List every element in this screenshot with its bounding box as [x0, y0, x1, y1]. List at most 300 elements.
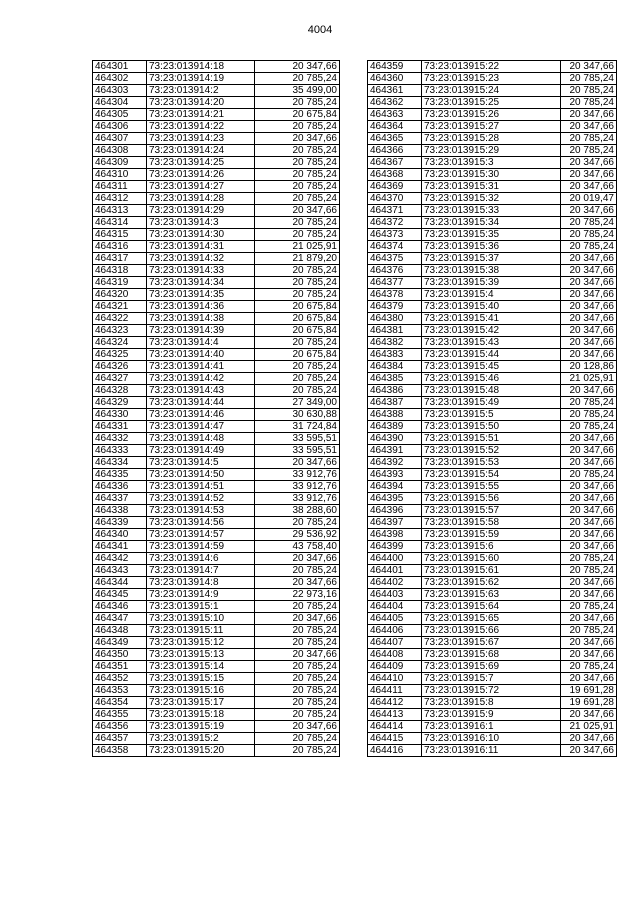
value-cell: 20 785,24: [255, 685, 340, 697]
table-row: [368, 733, 617, 745]
row-number-cell: 464339: [93, 517, 147, 529]
row-number-cell: 464390: [368, 433, 422, 445]
row-number-cell: 464395: [368, 493, 422, 505]
value-cell: 20 347,66: [561, 253, 617, 265]
table-row: [368, 121, 617, 133]
value-cell: 20 347,66: [561, 541, 617, 553]
value-cell: 20 675,84: [255, 325, 340, 337]
table-row: [368, 589, 617, 601]
cadastral-number-cell: 73:23:013914:9: [147, 589, 255, 601]
table-row: [368, 649, 617, 661]
table-row: [93, 565, 340, 577]
table-row: [93, 553, 340, 565]
row-number-cell: 464316: [93, 241, 147, 253]
table-row: [93, 505, 340, 517]
table-row: [368, 157, 617, 169]
table-row: [93, 205, 340, 217]
table-row: [368, 481, 617, 493]
cadastral-number-cell: 73:23:013914:4: [147, 337, 255, 349]
value-cell: 22 973,16: [255, 589, 340, 601]
row-number-cell: 464372: [368, 217, 422, 229]
cadastral-number-cell: 73:23:013914:8: [147, 577, 255, 589]
table-row: [368, 661, 617, 673]
table-row: [93, 253, 340, 265]
row-number-cell: 464317: [93, 253, 147, 265]
row-number-cell: 464326: [93, 361, 147, 373]
table-row: [93, 85, 340, 97]
row-number-cell: 464382: [368, 337, 422, 349]
table-row: [93, 97, 340, 109]
value-cell: 20 785,24: [255, 637, 340, 649]
row-number-cell: 464362: [368, 97, 422, 109]
cadastral-number-cell: 73:23:013915:10: [147, 613, 255, 625]
table-row: [93, 169, 340, 181]
row-number-cell: 464374: [368, 241, 422, 253]
cadastral-number-cell: 73:23:013915:13: [147, 649, 255, 661]
value-cell: 20 347,66: [561, 673, 617, 685]
value-cell: 20 785,24: [255, 193, 340, 205]
row-number-cell: 464327: [93, 373, 147, 385]
cadastral-number-cell: 73:23:013914:43: [147, 385, 255, 397]
value-cell: 20 347,66: [255, 649, 340, 661]
row-number-cell: 464361: [368, 85, 422, 97]
table-row: [93, 349, 340, 361]
value-cell: 20 785,24: [255, 745, 340, 757]
cadastral-number-cell: 73:23:013915:27: [422, 121, 561, 133]
parcel-table-right: [367, 60, 617, 757]
row-number-cell: 464380: [368, 313, 422, 325]
row-number-cell: 464341: [93, 541, 147, 553]
row-number-cell: 464332: [93, 433, 147, 445]
table-row: [368, 169, 617, 181]
cadastral-number-cell: 73:23:013914:57: [147, 529, 255, 541]
cadastral-number-cell: 73:23:013915:26: [422, 109, 561, 121]
table-row: [93, 361, 340, 373]
cadastral-number-cell: 73:23:013914:42: [147, 373, 255, 385]
value-cell: 21 025,91: [561, 721, 617, 733]
value-cell: 20 347,66: [561, 457, 617, 469]
cadastral-number-cell: 73:23:013914:24: [147, 145, 255, 157]
row-number-cell: 464365: [368, 133, 422, 145]
table-row: [368, 601, 617, 613]
row-number-cell: 464400: [368, 553, 422, 565]
value-cell: 20 347,66: [561, 157, 617, 169]
value-cell: 20 785,24: [255, 625, 340, 637]
value-cell: 20 785,24: [255, 733, 340, 745]
table-row: [93, 109, 340, 121]
value-cell: 20 675,84: [255, 349, 340, 361]
cadastral-number-cell: 73:23:013914:48: [147, 433, 255, 445]
row-number-cell: 464368: [368, 169, 422, 181]
row-number-cell: 464379: [368, 301, 422, 313]
cadastral-number-cell: 73:23:013915:9: [422, 709, 561, 721]
cadastral-number-cell: 73:23:013915:36: [422, 241, 561, 253]
value-cell: 20 785,24: [561, 97, 617, 109]
cadastral-number-cell: 73:23:013915:50: [422, 421, 561, 433]
cadastral-number-cell: 73:23:013915:48: [422, 385, 561, 397]
value-cell: 20 785,24: [255, 337, 340, 349]
cadastral-number-cell: 73:23:013915:63: [422, 589, 561, 601]
table-row: [368, 517, 617, 529]
value-cell: 20 785,24: [255, 73, 340, 85]
cadastral-number-cell: 73:23:013915:65: [422, 613, 561, 625]
value-cell: 27 349,00: [255, 397, 340, 409]
row-number-cell: 464364: [368, 121, 422, 133]
cadastral-number-cell: 73:23:013914:47: [147, 421, 255, 433]
value-cell: 20 347,66: [561, 613, 617, 625]
row-number-cell: 464381: [368, 325, 422, 337]
value-cell: 20 785,24: [561, 217, 617, 229]
cadastral-number-cell: 73:23:013914:35: [147, 289, 255, 301]
row-number-cell: 464377: [368, 277, 422, 289]
row-number-cell: 464358: [93, 745, 147, 757]
table-row: [93, 433, 340, 445]
value-cell: 20 347,66: [561, 577, 617, 589]
cadastral-number-cell: 73:23:013916:11: [422, 745, 561, 757]
row-number-cell: 464313: [93, 205, 147, 217]
row-number-cell: 464337: [93, 493, 147, 505]
table-row: [368, 457, 617, 469]
table-row: [368, 745, 617, 757]
cadastral-number-cell: 73:23:013915:57: [422, 505, 561, 517]
cadastral-number-cell: 73:23:013915:39: [422, 277, 561, 289]
cadastral-number-cell: 73:23:013914:7: [147, 565, 255, 577]
cadastral-number-cell: 73:23:013915:52: [422, 445, 561, 457]
cadastral-number-cell: 73:23:013915:40: [422, 301, 561, 313]
value-cell: 20 785,24: [255, 145, 340, 157]
value-cell: 20 347,66: [561, 517, 617, 529]
cadastral-number-cell: 73:23:013915:4: [422, 289, 561, 301]
table-row: [368, 289, 617, 301]
value-cell: 31 724,84: [255, 421, 340, 433]
value-cell: 20 347,66: [561, 313, 617, 325]
row-number-cell: 464308: [93, 145, 147, 157]
table-row: [93, 529, 340, 541]
table-row: [368, 685, 617, 697]
row-number-cell: 464305: [93, 109, 147, 121]
table-row: [93, 133, 340, 145]
row-number-cell: 464340: [93, 529, 147, 541]
row-number-cell: 464384: [368, 361, 422, 373]
table-row: [368, 205, 617, 217]
row-number-cell: 464307: [93, 133, 147, 145]
table-row: [93, 277, 340, 289]
value-cell: 20 347,66: [561, 493, 617, 505]
value-cell: 20 785,24: [561, 553, 617, 565]
value-cell: 20 347,66: [561, 289, 617, 301]
row-number-cell: 464354: [93, 697, 147, 709]
cadastral-number-cell: 73:23:013916:10: [422, 733, 561, 745]
table-row: [93, 265, 340, 277]
table-row: [368, 61, 617, 73]
row-number-cell: 464352: [93, 673, 147, 685]
value-cell: 20 785,24: [255, 565, 340, 577]
table-row: [368, 577, 617, 589]
cadastral-number-cell: 73:23:013915:72: [422, 685, 561, 697]
cadastral-number-cell: 73:23:013914:30: [147, 229, 255, 241]
row-number-cell: 464386: [368, 385, 422, 397]
cadastral-number-cell: 73:23:013914:32: [147, 253, 255, 265]
row-number-cell: 464405: [368, 613, 422, 625]
table-row: [368, 433, 617, 445]
table-row: [368, 73, 617, 85]
row-number-cell: 464334: [93, 457, 147, 469]
row-number-cell: 464389: [368, 421, 422, 433]
cadastral-number-cell: 73:23:013915:42: [422, 325, 561, 337]
row-number-cell: 464391: [368, 445, 422, 457]
table-row: [93, 145, 340, 157]
table-row: [368, 697, 617, 709]
value-cell: 20 347,66: [561, 205, 617, 217]
table-row: [93, 649, 340, 661]
row-number-cell: 464333: [93, 445, 147, 457]
value-cell: 43 758,40: [255, 541, 340, 553]
page-number: 4004: [307, 24, 333, 36]
table-row: [93, 385, 340, 397]
row-number-cell: 464325: [93, 349, 147, 361]
value-cell: 20 785,24: [255, 673, 340, 685]
value-cell: 19 691,28: [561, 685, 617, 697]
table-row: [93, 409, 340, 421]
row-number-cell: 464324: [93, 337, 147, 349]
row-number-cell: 464373: [368, 229, 422, 241]
table-row: [93, 325, 340, 337]
parcel-table-left: [92, 60, 340, 757]
cadastral-number-cell: 73:23:013914:51: [147, 481, 255, 493]
row-number-cell: 464402: [368, 577, 422, 589]
row-number-cell: 464330: [93, 409, 147, 421]
row-number-cell: 464396: [368, 505, 422, 517]
cadastral-number-cell: 73:23:013915:67: [422, 637, 561, 649]
row-number-cell: 464412: [368, 697, 422, 709]
cadastral-number-cell: 73:23:013914:18: [147, 61, 255, 73]
cadastral-number-cell: 73:23:013915:6: [422, 541, 561, 553]
value-cell: 29 536,92: [255, 529, 340, 541]
row-number-cell: 464348: [93, 625, 147, 637]
row-number-cell: 464320: [93, 289, 147, 301]
table-row: [93, 601, 340, 613]
value-cell: 20 347,66: [561, 325, 617, 337]
table-row: [368, 277, 617, 289]
row-number-cell: 464306: [93, 121, 147, 133]
row-number-cell: 464392: [368, 457, 422, 469]
cadastral-number-cell: 73:23:013916:1: [422, 721, 561, 733]
value-cell: 20 347,66: [561, 277, 617, 289]
cadastral-number-cell: 73:23:013914:28: [147, 193, 255, 205]
cadastral-number-cell: 73:23:013915:32: [422, 193, 561, 205]
table-row: [93, 217, 340, 229]
table-row: [93, 445, 340, 457]
row-number-cell: 464363: [368, 109, 422, 121]
row-number-cell: 464314: [93, 217, 147, 229]
row-number-cell: 464393: [368, 469, 422, 481]
value-cell: 33 912,76: [255, 469, 340, 481]
row-number-cell: 464347: [93, 613, 147, 625]
cadastral-number-cell: 73:23:013915:17: [147, 697, 255, 709]
row-number-cell: 464371: [368, 205, 422, 217]
table-row: [368, 325, 617, 337]
value-cell: 20 347,66: [255, 721, 340, 733]
cadastral-number-cell: 73:23:013914:53: [147, 505, 255, 517]
row-number-cell: 464321: [93, 301, 147, 313]
cadastral-number-cell: 73:23:013915:20: [147, 745, 255, 757]
row-number-cell: 464331: [93, 421, 147, 433]
table-row: [93, 181, 340, 193]
row-number-cell: 464355: [93, 709, 147, 721]
cadastral-number-cell: 73:23:013915:25: [422, 97, 561, 109]
cadastral-number-cell: 73:23:013915:38: [422, 265, 561, 277]
cadastral-number-cell: 73:23:013914:29: [147, 205, 255, 217]
row-number-cell: 464351: [93, 661, 147, 673]
value-cell: 20 785,24: [255, 385, 340, 397]
cadastral-number-cell: 73:23:013914:23: [147, 133, 255, 145]
cadastral-number-cell: 73:23:013914:49: [147, 445, 255, 457]
value-cell: 20 785,24: [561, 241, 617, 253]
cadastral-number-cell: 73:23:013915:29: [422, 145, 561, 157]
value-cell: 20 347,66: [561, 121, 617, 133]
row-number-cell: 464323: [93, 325, 147, 337]
cadastral-number-cell: 73:23:013914:3: [147, 217, 255, 229]
cadastral-number-cell: 73:23:013914:31: [147, 241, 255, 253]
row-number-cell: 464414: [368, 721, 422, 733]
cadastral-number-cell: 73:23:013915:8: [422, 697, 561, 709]
row-number-cell: 464304: [93, 97, 147, 109]
cadastral-number-cell: 73:23:013914:6: [147, 553, 255, 565]
row-number-cell: 464416: [368, 745, 422, 757]
table-row: [368, 529, 617, 541]
table-row: [368, 313, 617, 325]
value-cell: 20 347,66: [255, 577, 340, 589]
table-row: [93, 721, 340, 733]
value-cell: 20 785,24: [255, 229, 340, 241]
cadastral-number-cell: 73:23:013914:40: [147, 349, 255, 361]
table-row: [368, 373, 617, 385]
cadastral-number-cell: 73:23:013914:27: [147, 181, 255, 193]
cadastral-number-cell: 73:23:013915:23: [422, 73, 561, 85]
row-number-cell: 464360: [368, 73, 422, 85]
table-row: [93, 457, 340, 469]
row-number-cell: 464303: [93, 85, 147, 97]
table-row: [368, 493, 617, 505]
table-row: [93, 673, 340, 685]
cadastral-number-cell: 73:23:013915:51: [422, 433, 561, 445]
value-cell: 35 499,00: [255, 85, 340, 97]
cadastral-number-cell: 73:23:013914:33: [147, 265, 255, 277]
row-number-cell: 464404: [368, 601, 422, 613]
cadastral-number-cell: 73:23:013915:5: [422, 409, 561, 421]
row-number-cell: 464338: [93, 505, 147, 517]
cadastral-number-cell: 73:23:013915:37: [422, 253, 561, 265]
value-cell: 20 785,24: [561, 73, 617, 85]
row-number-cell: 464349: [93, 637, 147, 649]
table-row: [368, 709, 617, 721]
value-cell: 20 347,66: [561, 385, 617, 397]
value-cell: 20 785,24: [561, 409, 617, 421]
table-row: [368, 241, 617, 253]
cadastral-number-cell: 73:23:013915:56: [422, 493, 561, 505]
cadastral-number-cell: 73:23:013915:24: [422, 85, 561, 97]
row-number-cell: 464350: [93, 649, 147, 661]
cadastral-number-cell: 73:23:013915:69: [422, 661, 561, 673]
cadastral-number-cell: 73:23:013914:38: [147, 313, 255, 325]
value-cell: 20 785,24: [561, 565, 617, 577]
row-number-cell: 464302: [93, 73, 147, 85]
table-row: [368, 265, 617, 277]
value-cell: 20 785,24: [561, 229, 617, 241]
table-row: [93, 469, 340, 481]
value-cell: 19 691,28: [561, 697, 617, 709]
cadastral-number-cell: 73:23:013914:52: [147, 493, 255, 505]
table-row: [93, 589, 340, 601]
table-row: [93, 313, 340, 325]
table-row: [93, 709, 340, 721]
table-row: [93, 625, 340, 637]
cadastral-number-cell: 73:23:013915:46: [422, 373, 561, 385]
value-cell: 30 630,88: [255, 409, 340, 421]
cadastral-number-cell: 73:23:013914:39: [147, 325, 255, 337]
cadastral-number-cell: 73:23:013914:26: [147, 169, 255, 181]
cadastral-number-cell: 73:23:013915:61: [422, 565, 561, 577]
row-number-cell: 464322: [93, 313, 147, 325]
value-cell: 20 347,66: [561, 181, 617, 193]
value-cell: 21 025,91: [255, 241, 340, 253]
table-row: [368, 361, 617, 373]
row-number-cell: 464375: [368, 253, 422, 265]
table-row: [93, 661, 340, 673]
table-row: [368, 97, 617, 109]
table-row: [93, 517, 340, 529]
cadastral-number-cell: 73:23:013915:53: [422, 457, 561, 469]
row-number-cell: 464403: [368, 589, 422, 601]
row-number-cell: 464319: [93, 277, 147, 289]
cadastral-number-cell: 73:23:013914:22: [147, 121, 255, 133]
cadastral-number-cell: 73:23:013915:35: [422, 229, 561, 241]
cadastral-number-cell: 73:23:013914:5: [147, 457, 255, 469]
table-row: [368, 409, 617, 421]
value-cell: 20 785,24: [255, 661, 340, 673]
row-number-cell: 464345: [93, 589, 147, 601]
cadastral-number-cell: 73:23:013915:44: [422, 349, 561, 361]
cadastral-number-cell: 73:23:013915:7: [422, 673, 561, 685]
value-cell: 20 347,66: [255, 457, 340, 469]
table-row: [368, 565, 617, 577]
cadastral-number-cell: 73:23:013915:3: [422, 157, 561, 169]
value-cell: 20 785,24: [561, 133, 617, 145]
table-row: [368, 553, 617, 565]
table-row: [93, 73, 340, 85]
cadastral-number-cell: 73:23:013914:21: [147, 109, 255, 121]
table-row: [368, 109, 617, 121]
row-number-cell: 464388: [368, 409, 422, 421]
cadastral-number-cell: 73:23:013914:20: [147, 97, 255, 109]
table-row: [368, 337, 617, 349]
row-number-cell: 464318: [93, 265, 147, 277]
row-number-cell: 464366: [368, 145, 422, 157]
cadastral-number-cell: 73:23:013915:14: [147, 661, 255, 673]
row-number-cell: 464394: [368, 481, 422, 493]
cadastral-number-cell: 73:23:013915:33: [422, 205, 561, 217]
table-row: [368, 673, 617, 685]
row-number-cell: 464315: [93, 229, 147, 241]
cadastral-number-cell: 73:23:013914:19: [147, 73, 255, 85]
table-row: [93, 373, 340, 385]
table-row: [93, 229, 340, 241]
row-number-cell: 464401: [368, 565, 422, 577]
row-number-cell: 464370: [368, 193, 422, 205]
table-row: [93, 193, 340, 205]
cadastral-number-cell: 73:23:013915:54: [422, 469, 561, 481]
cadastral-number-cell: 73:23:013915:28: [422, 133, 561, 145]
